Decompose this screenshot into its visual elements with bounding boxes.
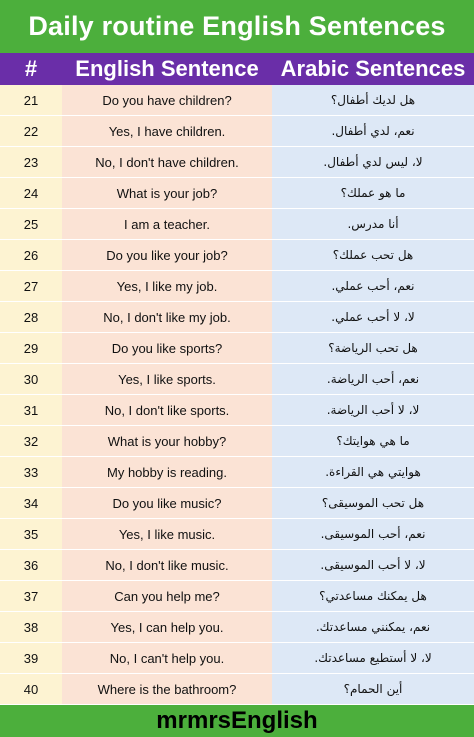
- header-arabic: Arabic Sentences: [280, 56, 466, 81]
- header-english: English Sentence: [75, 56, 259, 81]
- english-sentence: What is your job?: [62, 178, 272, 208]
- table-row: [0, 612, 474, 643]
- table-row: [0, 550, 474, 581]
- arabic-sentence: هل لديك أطفال؟: [272, 85, 474, 115]
- table-row: [0, 643, 474, 674]
- row-number: 31: [0, 395, 62, 425]
- table-row: [0, 147, 474, 178]
- english-sentence: Yes, I like sports.: [62, 364, 272, 394]
- row-number: 30: [0, 364, 62, 394]
- english-sentence: Can you help me?: [62, 581, 272, 611]
- row-number: 38: [0, 612, 62, 642]
- arabic-sentence: أين الحمام؟: [272, 674, 474, 704]
- table-row: [0, 178, 474, 209]
- arabic-sentence: لا، لا أحب عملي.: [272, 302, 474, 332]
- table-row: [0, 116, 474, 147]
- english-sentence: Do you like music?: [62, 488, 272, 518]
- arabic-sentence: لا، لا أستطيع مساعدتك.: [272, 643, 474, 673]
- english-sentence: I am a teacher.: [62, 209, 272, 239]
- table-row: [0, 240, 474, 271]
- row-number: 25: [0, 209, 62, 239]
- english-sentence: My hobby is reading.: [62, 457, 272, 487]
- english-sentence: No, I don't like my job.: [62, 302, 272, 332]
- english-sentence: Yes, I like my job.: [62, 271, 272, 301]
- english-sentence: No, I can't help you.: [62, 643, 272, 673]
- row-number: 39: [0, 643, 62, 673]
- english-sentence: Where is the bathroom?: [62, 674, 272, 704]
- row-number: 26: [0, 240, 62, 270]
- english-sentence: Yes, I can help you.: [62, 612, 272, 642]
- english-sentence: No, I don't like sports.: [62, 395, 272, 425]
- arabic-sentence: هوايتي هي القراءة.: [272, 457, 474, 487]
- row-number: 23: [0, 147, 62, 177]
- row-number: 36: [0, 550, 62, 580]
- row-number: 35: [0, 519, 62, 549]
- row-number: 24: [0, 178, 62, 208]
- arabic-sentence: نعم، لدي أطفال.: [272, 116, 474, 146]
- row-number: 21: [0, 85, 62, 115]
- english-sentence: Yes, I like music.: [62, 519, 272, 549]
- arabic-sentence: لا، لا أحب الموسيقى.: [272, 550, 474, 580]
- english-sentence: Do you like your job?: [62, 240, 272, 270]
- english-sentence: No, I don't like music.: [62, 550, 272, 580]
- table-row: [0, 364, 474, 395]
- arabic-sentence: ما هي هوايتك؟: [272, 426, 474, 456]
- arabic-sentence: هل يمكنك مساعدتي؟: [272, 581, 474, 611]
- table-header: [0, 53, 474, 85]
- row-number: 34: [0, 488, 62, 518]
- arabic-sentence: ما هو عملك؟: [272, 178, 474, 208]
- row-number: 22: [0, 116, 62, 146]
- table-row: [0, 333, 474, 364]
- table-row: [0, 426, 474, 457]
- row-number: 28: [0, 302, 62, 332]
- arabic-sentence: نعم، يمكنني مساعدتك.: [272, 612, 474, 642]
- english-sentence: Do you like sports?: [62, 333, 272, 363]
- table-row: [0, 488, 474, 519]
- row-number: 40: [0, 674, 62, 704]
- arabic-sentence: لا، ليس لدي أطفال.: [272, 147, 474, 177]
- arabic-sentence: هل تحب عملك؟: [272, 240, 474, 270]
- arabic-sentence: نعم، أحب الموسيقى.: [272, 519, 474, 549]
- table-row: [0, 581, 474, 612]
- sentence-table: [0, 85, 474, 705]
- row-number: 33: [0, 457, 62, 487]
- table-row: [0, 85, 474, 116]
- english-sentence: Yes, I have children.: [62, 116, 272, 146]
- row-number: 29: [0, 333, 62, 363]
- english-sentence: What is your hobby?: [62, 426, 272, 456]
- row-number: 32: [0, 426, 62, 456]
- table-row: [0, 209, 474, 240]
- footer-brand: mrmrsEnglish: [0, 705, 474, 737]
- arabic-sentence: نعم، أحب الرياضة.: [272, 364, 474, 394]
- arabic-sentence: أنا مدرس.: [272, 209, 474, 239]
- row-number: 27: [0, 271, 62, 301]
- table-row: [0, 519, 474, 550]
- table-row: [0, 457, 474, 488]
- table-row: [0, 302, 474, 333]
- arabic-sentence: هل تحب الرياضة؟: [272, 333, 474, 363]
- table-row: [0, 271, 474, 302]
- table-row: [0, 395, 474, 426]
- page-title: Daily routine English Sentences: [0, 0, 474, 53]
- english-sentence: No, I don't have children.: [62, 147, 272, 177]
- arabic-sentence: نعم، أحب عملي.: [272, 271, 474, 301]
- arabic-sentence: لا، لا أحب الرياضة.: [272, 395, 474, 425]
- row-number: 37: [0, 581, 62, 611]
- table-row: [0, 674, 474, 705]
- header-number: #: [24, 56, 38, 81]
- arabic-sentence: هل تحب الموسيقى؟: [272, 488, 474, 518]
- english-sentence: Do you have children?: [62, 85, 272, 115]
